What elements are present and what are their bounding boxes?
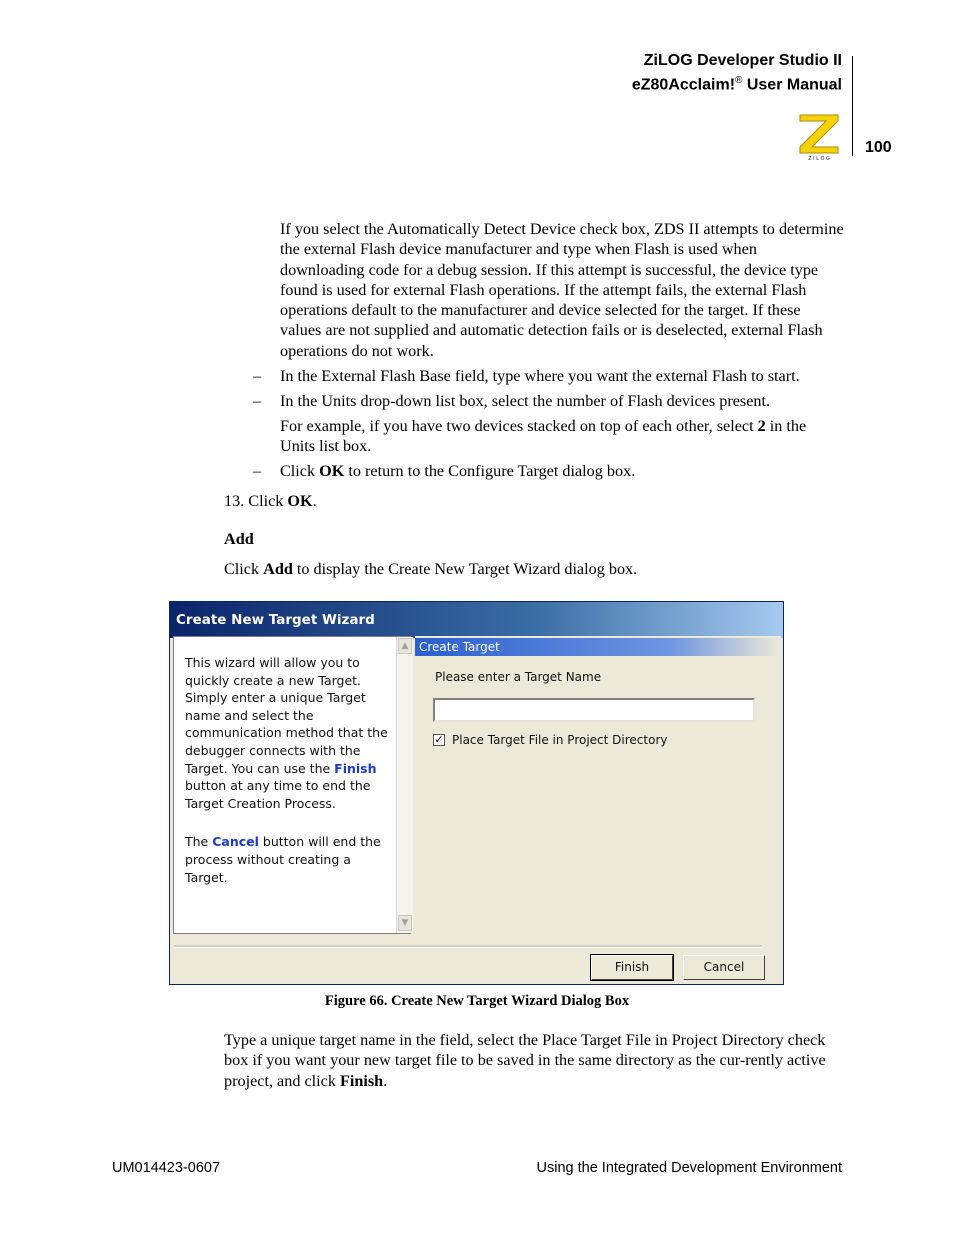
place-target-file-checkbox[interactable] xyxy=(433,734,445,746)
help-text-1: This wizard will allow you to quickly create a new Target. Simply enter a unique Target name and select the communication method that the debugger connects with the Target. You can use the xyxy=(185,655,388,776)
create-target-panel xyxy=(415,636,781,934)
paragraph-final xyxy=(224,1030,826,1091)
header-title: ZiLOG Developer Studio II xyxy=(643,52,842,69)
final-bold: Finish xyxy=(339,1071,384,1090)
check-mark-icon: ✓ xyxy=(434,733,444,746)
help-text-4: button will end the process without creating a Target. xyxy=(185,834,381,885)
help-finish-word: Finish xyxy=(334,760,377,776)
paragraph-add xyxy=(224,559,844,579)
dash-1: – xyxy=(253,367,262,385)
bullet3-text: Click xyxy=(280,462,320,480)
header-rule xyxy=(852,56,853,156)
scroll-up-button[interactable]: ▲ xyxy=(398,638,412,654)
bullet-flash-base: In the External Flash Base field, type where you want the external Flash to start. xyxy=(280,367,800,385)
wizard-help-pane xyxy=(173,636,411,934)
logo-text: Z I L O G xyxy=(808,156,830,161)
figure-caption: Figure 66. Create New Target Wizard Dialog Box xyxy=(324,993,630,1009)
step-13 xyxy=(224,491,824,511)
zilog-logo xyxy=(796,113,842,161)
target-name-input[interactable] xyxy=(433,698,755,722)
header-subtitle xyxy=(632,71,842,95)
example-text-end: in the Units list box. xyxy=(280,417,807,456)
page-number: 100 xyxy=(865,139,892,156)
bullet-click-ok xyxy=(280,461,845,481)
header-product: eZ80Acclaim! xyxy=(631,76,736,94)
cancel-button[interactable]: Cancel xyxy=(683,955,765,980)
example-bold: 2 xyxy=(757,417,766,435)
final-text: Type a unique target name in the field, select the Place Target File in Project Directory check box if you want your new target file to be saved in the same directory as the cur-rently active project, and click xyxy=(224,1031,826,1090)
registered-mark: ® xyxy=(735,75,743,86)
final-text-end: . xyxy=(383,1071,388,1090)
add-text-end: to display the Create New Target Wizard dialog box. xyxy=(292,560,638,578)
add-text: Click xyxy=(224,560,264,578)
example-text: For example, if you have two devices stacked on top of each other, select xyxy=(280,417,758,435)
dash-2: – xyxy=(253,392,262,410)
wizard-help-text xyxy=(185,654,391,886)
bullet-units: In the Units drop-down list box, select the number of Flash devices present. xyxy=(280,392,771,410)
paragraph-example xyxy=(280,416,845,457)
place-target-file-label[interactable]: Place Target File in Project Directory xyxy=(452,733,668,747)
help-scrollbar[interactable] xyxy=(396,637,413,933)
help-cancel-word: Cancel xyxy=(212,834,259,850)
section-header-label: Create Target xyxy=(419,640,500,654)
bullet3-bold: OK xyxy=(319,462,345,480)
paragraph-auto-detect: If you select the Automatically Detect Device check box, ZDS II attempts to determine the external Flash device manufacturer and type when Flash is used when downloading code for a debug session. If this attempt is successful, the device type found is used for external Flash operations. If the attempt fails, the external Flash operations default to the manufacturer and device selected for the target. If these values are not supplied and automatic detection fails or is deselected, external Flash operations do not work. xyxy=(280,220,844,360)
dash-3: – xyxy=(253,462,262,480)
zilog-logo-icon xyxy=(796,113,842,161)
step13-end: . xyxy=(312,492,317,510)
help-text-2: button at any time to end the Target Creation Process. xyxy=(185,778,371,811)
heading-add: Add xyxy=(224,530,254,548)
step13-text: 13. Click xyxy=(224,492,288,510)
section-header xyxy=(415,638,781,656)
dialog-title: Create New Target Wizard xyxy=(176,612,375,628)
bullet3-text-end: to return to the Configure Target dialog box. xyxy=(344,462,636,480)
scroll-down-button[interactable]: ▼ xyxy=(398,915,412,931)
finish-button[interactable]: Finish xyxy=(591,955,673,980)
dialog-separator xyxy=(174,945,762,948)
document-id: UM014423-0607 xyxy=(112,1160,221,1176)
header-manual: User Manual xyxy=(742,76,842,94)
dialog-title-bar xyxy=(170,602,783,638)
add-bold: Add xyxy=(263,560,293,578)
help-text-3: The xyxy=(185,834,213,850)
step13-bold: OK xyxy=(287,492,313,510)
chapter-title: Using the Integrated Development Environment xyxy=(536,1160,842,1176)
target-name-label: Please enter a Target Name xyxy=(435,670,602,684)
create-target-wizard-dialog xyxy=(169,601,784,985)
